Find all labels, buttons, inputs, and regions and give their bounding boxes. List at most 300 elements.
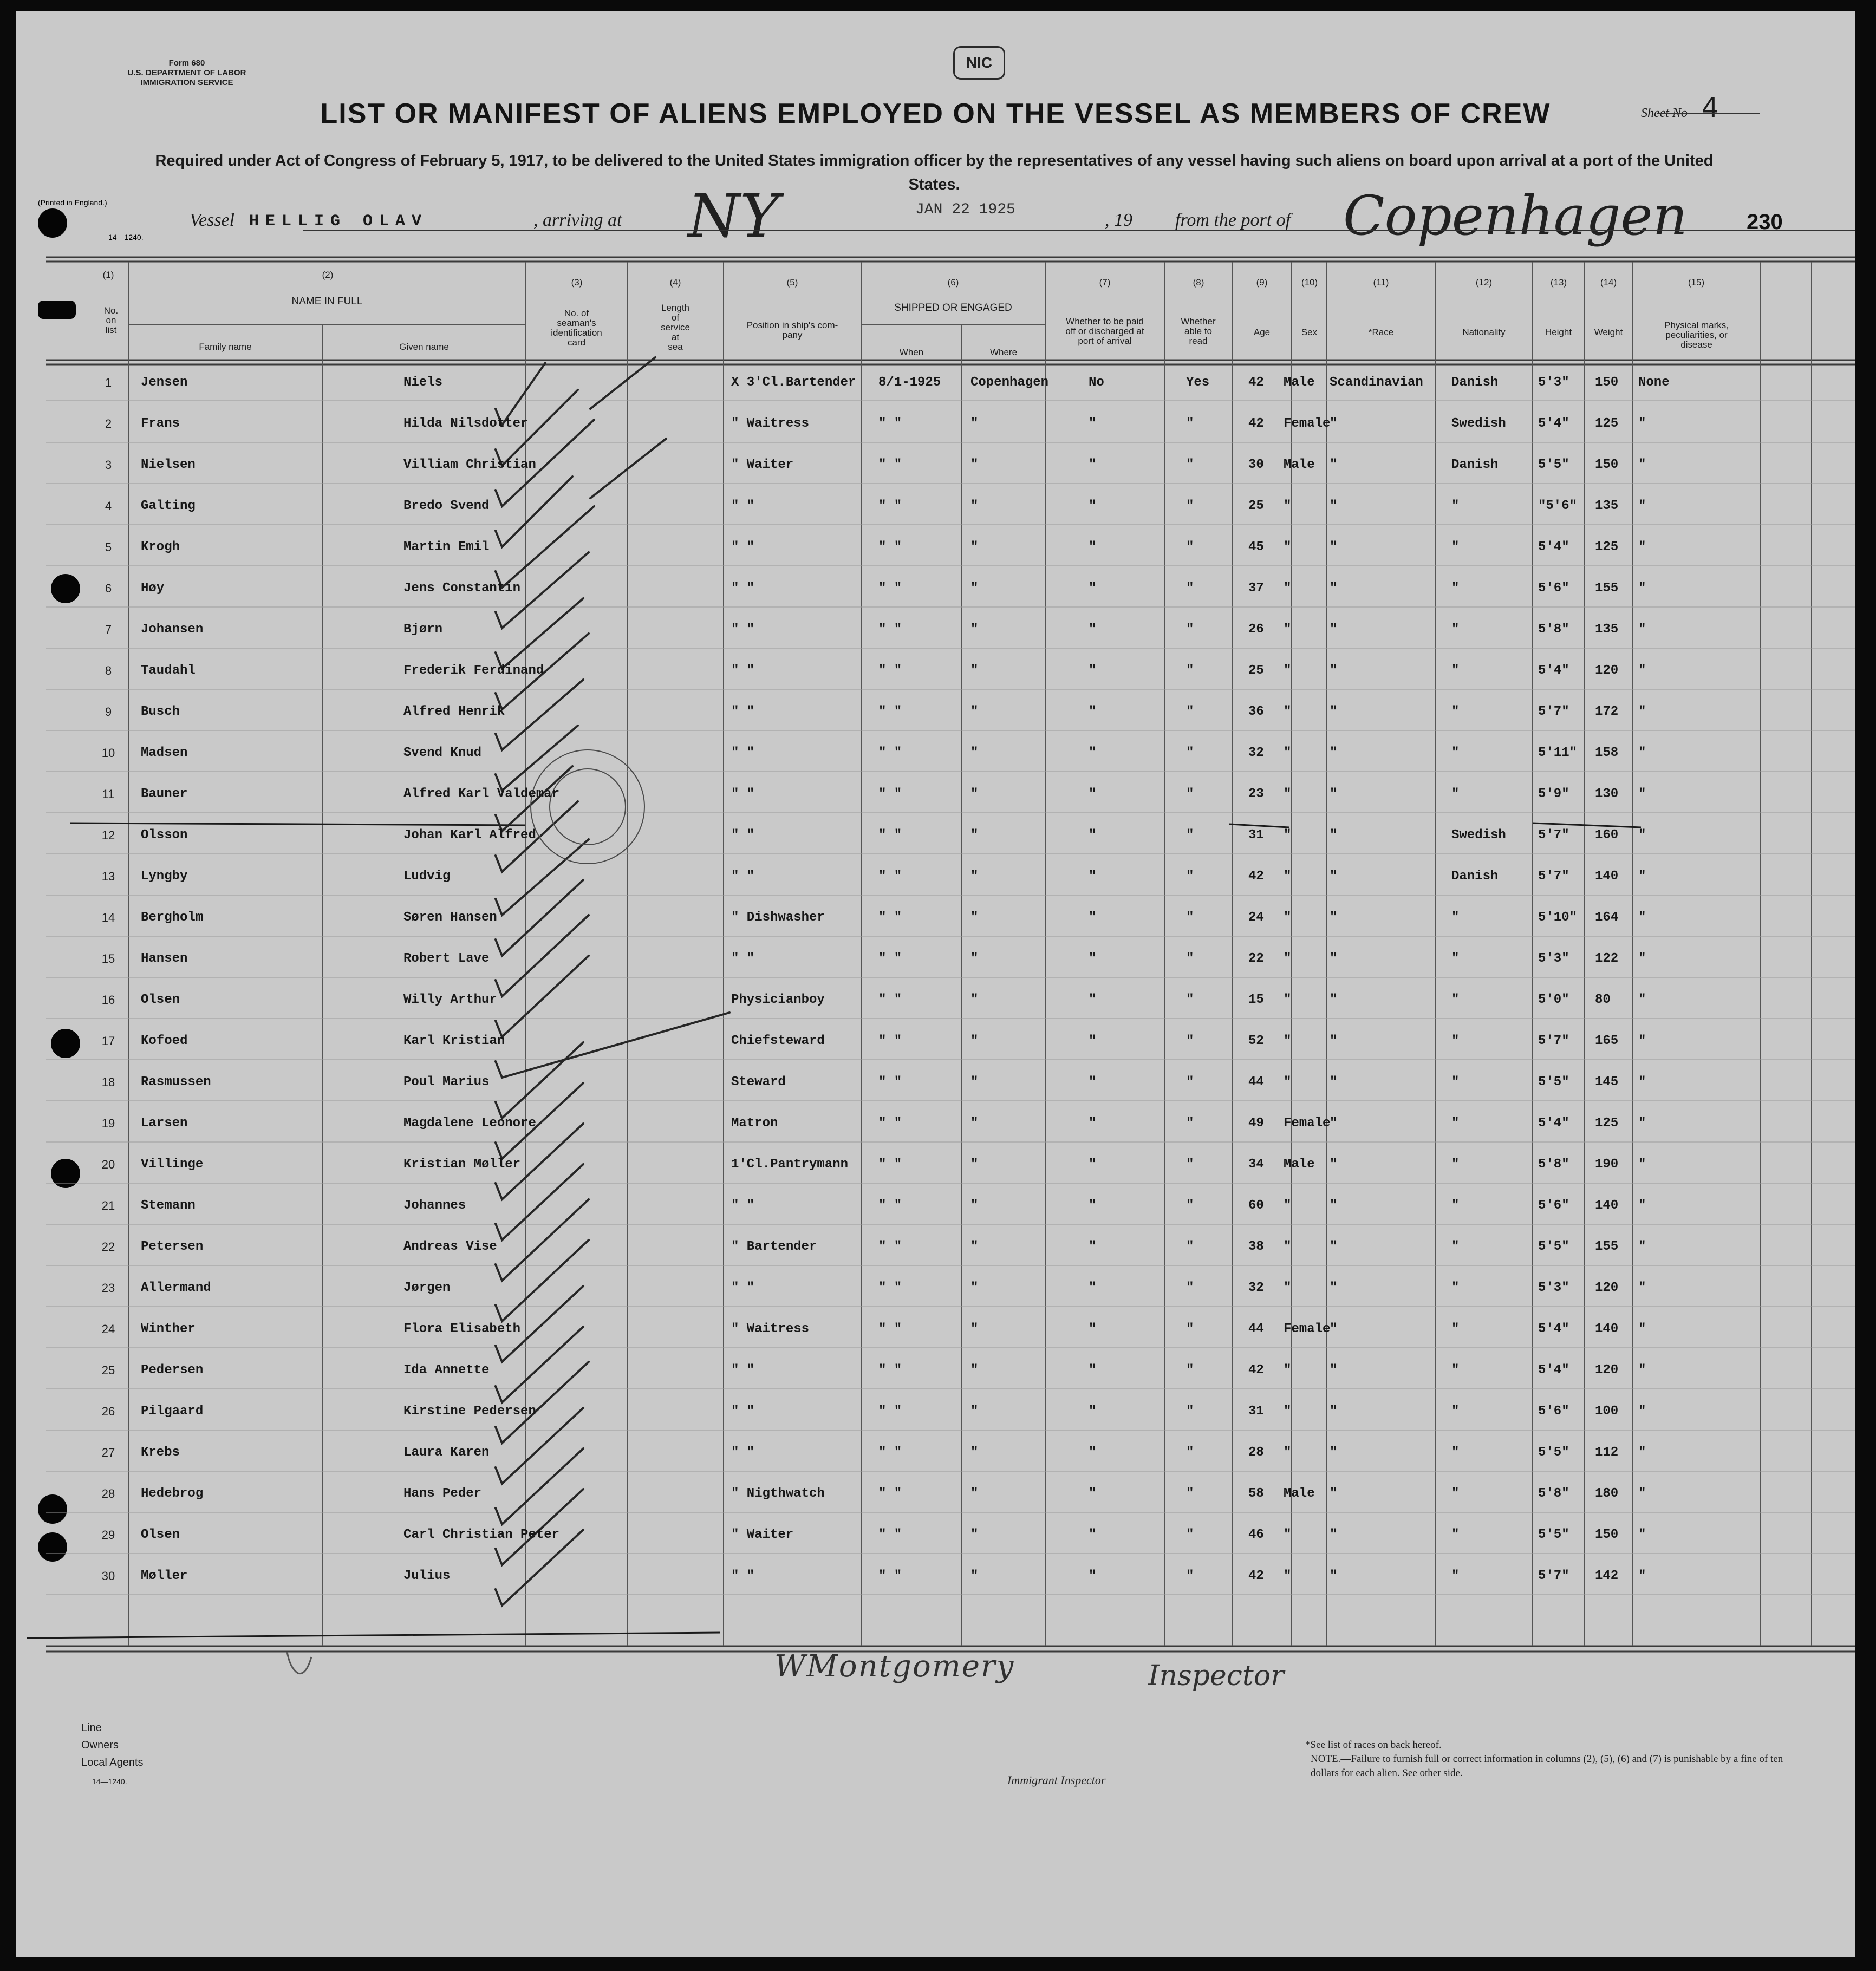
able-to-read-cell: " (1186, 1569, 1194, 1583)
position-cell: Chiefsteward (731, 1034, 825, 1048)
shipped-when-cell: " " (878, 458, 902, 472)
physical-marks-cell: " (1638, 1034, 1646, 1048)
sex-cell: " (1284, 1528, 1292, 1542)
race-cell: " (1330, 869, 1338, 884)
height-cell: 5'3" (1538, 1281, 1569, 1295)
race-cell: " (1330, 746, 1338, 760)
paid-off-cell: " (1089, 1322, 1097, 1336)
col-6-num: (6) (947, 277, 959, 288)
row-number: 20 (101, 1158, 115, 1171)
weight-cell: 145 (1595, 1075, 1619, 1089)
age-cell: 25 (1248, 499, 1264, 513)
race-cell: " (1330, 1157, 1338, 1172)
physical-marks-cell: " (1638, 1528, 1646, 1542)
vessel-label: Vessel (190, 210, 235, 230)
paid-off-cell: " (1089, 746, 1097, 760)
given-name-cell: Carl Christian Peter (403, 1528, 560, 1542)
family-name-cell: Krebs (141, 1445, 180, 1460)
sex-cell: " (1284, 499, 1292, 513)
row-number: 26 (101, 1405, 115, 1418)
position-cell: " " (731, 1404, 755, 1419)
height-cell: 5'11" (1538, 746, 1578, 760)
position-cell: " " (731, 1363, 755, 1378)
height-cell: 5'9" (1538, 787, 1569, 801)
sex-cell: " (1284, 581, 1292, 596)
sex-cell: " (1284, 910, 1292, 925)
nationality-cell: " (1451, 910, 1460, 925)
race-cell: " (1330, 828, 1338, 843)
col-9-num: (9) (1256, 277, 1268, 288)
weight-cell: 180 (1595, 1486, 1619, 1501)
race-cell: " (1330, 1569, 1338, 1583)
physical-marks-cell: " (1638, 1322, 1646, 1336)
family-name-cell: Bauner (141, 787, 188, 801)
race-cell: " (1330, 663, 1338, 678)
weight-cell: 150 (1595, 458, 1619, 472)
able-to-read-cell: " (1186, 787, 1194, 801)
weight-cell: 135 (1595, 499, 1619, 513)
physical-marks-cell: " (1638, 1569, 1646, 1583)
shipped-where-cell: " (970, 1157, 979, 1172)
height-cell: 5'7" (1538, 704, 1569, 719)
sex-cell: Male (1284, 458, 1315, 472)
paid-off-cell: " (1089, 1569, 1097, 1583)
col-4-head: Length of service at sea (661, 303, 690, 352)
department: U.S. DEPARTMENT OF LABOR (127, 68, 246, 77)
nationality-cell: " (1451, 951, 1460, 966)
age-cell: 26 (1248, 622, 1264, 637)
given-name-cell: Jens Constantin (403, 581, 521, 596)
physical-marks-cell: " (1638, 416, 1646, 431)
nationality-cell: Danish (1451, 375, 1499, 390)
sex-cell: " (1284, 663, 1292, 678)
shipped-where-cell: " (970, 1528, 979, 1542)
arrival-port: NY (688, 181, 779, 251)
weight-cell: 164 (1595, 910, 1619, 925)
row-number: 21 (101, 1199, 115, 1212)
age-cell: 42 (1248, 1363, 1264, 1378)
paid-off-cell: " (1089, 1075, 1097, 1089)
able-to-read-cell: " (1186, 993, 1194, 1007)
shipped-when-cell: " " (878, 1404, 902, 1419)
given-name-cell: Laura Karen (403, 1445, 490, 1460)
race-cell: " (1330, 704, 1338, 719)
shipped-when-cell: " " (878, 1363, 902, 1378)
able-to-read-cell: " (1186, 581, 1194, 596)
col-2-num: (2) (322, 270, 334, 280)
row-number: 28 (101, 1487, 115, 1500)
sex-cell: Female (1284, 1116, 1331, 1131)
race-cell: " (1330, 910, 1338, 925)
given-name-cell: Alfred Henrik (403, 704, 505, 719)
able-to-read-cell: " (1186, 540, 1194, 554)
family-name-cell: Petersen (141, 1239, 204, 1254)
family-name-cell: Stemann (141, 1198, 196, 1213)
shipped-when-cell: " " (878, 581, 902, 596)
shipped-when-cell: " " (878, 1486, 902, 1501)
shipped-when-cell: " " (878, 622, 902, 637)
arrival-date: JAN 22 1925 (915, 201, 1015, 218)
shipped-when-cell: " " (878, 1281, 902, 1295)
physical-marks-cell: " (1638, 1445, 1646, 1460)
position-cell: " Waiter (731, 1528, 794, 1542)
able-to-read-cell: " (1186, 1157, 1194, 1172)
height-cell: 5'0" (1538, 993, 1569, 1007)
row-number: 19 (101, 1117, 115, 1130)
weight-cell: 100 (1595, 1404, 1619, 1419)
given-name-cell: Svend Knud (403, 746, 482, 760)
sex-cell: " (1284, 869, 1292, 884)
col-12-num: (12) (1475, 277, 1493, 288)
year-label: , 19 (1105, 210, 1132, 230)
col-4-num: (4) (669, 277, 681, 288)
race-cell: " (1330, 499, 1338, 513)
shipped-when-cell: " " (878, 1034, 902, 1048)
shipped-when-cell: " " (878, 828, 902, 843)
height-cell: 5'4" (1538, 1116, 1569, 1131)
family-name-cell: Rasmussen (141, 1075, 211, 1089)
age-cell: 42 (1248, 375, 1264, 390)
position-cell: " " (731, 663, 755, 678)
sex-cell: " (1284, 704, 1292, 719)
shipped-where-cell: " (970, 1486, 979, 1501)
paid-off-cell: " (1089, 1281, 1097, 1295)
family-name-cell: Olsson (141, 828, 188, 843)
physical-marks-cell: " (1638, 1239, 1646, 1254)
row-number: 23 (101, 1281, 115, 1295)
position-cell: " Nigthwatch (731, 1486, 825, 1501)
arriving-label: , arriving at (533, 210, 622, 230)
shipped-where-cell: " (970, 1281, 979, 1295)
position-cell: " " (731, 869, 755, 884)
race-cell: " (1330, 581, 1338, 596)
given-name-cell: Ida Annette (403, 1363, 490, 1378)
family-name-cell: Frans (141, 416, 180, 431)
position-cell: 1'Cl.Pantrymann (731, 1157, 849, 1172)
paid-off-cell: " (1089, 1116, 1097, 1131)
given-name-cell: Johannes (403, 1198, 466, 1213)
nationality-cell: " (1451, 787, 1460, 801)
departure-port: Copenhagen (1343, 184, 1688, 247)
able-to-read-cell: " (1186, 1075, 1194, 1089)
weight-cell: 140 (1595, 1198, 1619, 1213)
sex-cell: Female (1284, 1322, 1331, 1336)
age-cell: 58 (1248, 1486, 1264, 1501)
row-number: 1 (105, 376, 112, 389)
col-2a-head: Family name (199, 342, 252, 352)
given-name-cell: Kirstine Pedersen (403, 1404, 536, 1419)
able-to-read-cell: " (1186, 1404, 1194, 1419)
inspector-signature: WMontgomery (774, 1649, 1015, 1684)
position-cell: " Bartender (731, 1239, 817, 1254)
race-cell: " (1330, 1034, 1338, 1048)
able-to-read-cell: " (1186, 828, 1194, 843)
able-to-read-cell: " (1186, 1198, 1194, 1213)
shipped-where-cell: " (970, 704, 979, 719)
row-number: 2 (105, 417, 112, 430)
given-name-cell: Andreas Vise (403, 1239, 497, 1254)
position-cell: " " (731, 951, 755, 966)
age-cell: 31 (1248, 828, 1264, 843)
shipped-where-cell: " (970, 416, 979, 431)
shipped-when-cell: " " (878, 416, 902, 431)
able-to-read-cell: " (1186, 458, 1194, 472)
sex-cell: " (1284, 1363, 1292, 1378)
age-cell: 25 (1248, 663, 1264, 678)
position-cell: " " (731, 499, 755, 513)
weight-cell: 140 (1595, 869, 1619, 884)
physical-marks-cell: " (1638, 910, 1646, 925)
age-cell: 36 (1248, 704, 1264, 719)
printed-in: (Printed in England.) (38, 198, 107, 207)
immigrant-inspector-label: Immigrant Inspector (1007, 1773, 1106, 1787)
row-number: 25 (101, 1363, 115, 1377)
able-to-read-cell: " (1186, 704, 1194, 719)
row-number: 9 (105, 705, 112, 719)
shipped-when-cell: " " (878, 787, 902, 801)
sex-cell: " (1284, 993, 1292, 1007)
given-name-cell: Niels (403, 375, 443, 390)
race-cell: " (1330, 416, 1338, 431)
given-name-cell: Bjørn (403, 622, 443, 637)
physical-marks-cell: " (1638, 663, 1646, 678)
able-to-read-cell: " (1186, 951, 1194, 966)
col-1-num: (1) (102, 270, 114, 280)
position-cell: " " (731, 746, 755, 760)
shipped-when-cell: " " (878, 663, 902, 678)
given-name-cell: Karl Kristian (403, 1034, 505, 1048)
race-cell: " (1330, 1486, 1338, 1501)
shipped-where-cell: " (970, 1569, 979, 1583)
height-cell: 5'10" (1538, 910, 1578, 925)
able-to-read-cell: " (1186, 1528, 1194, 1542)
paid-off-cell: " (1089, 540, 1097, 554)
family-name-cell: Hansen (141, 951, 188, 966)
race-cell: " (1330, 1116, 1338, 1131)
height-cell: 5'7" (1538, 1034, 1569, 1048)
shipped-when-cell: " " (878, 1528, 902, 1542)
paid-off-cell: " (1089, 1404, 1097, 1419)
service: IMMIGRATION SERVICE (140, 78, 233, 87)
row-number: 30 (101, 1569, 115, 1583)
able-to-read-cell: " (1186, 1363, 1194, 1378)
shipped-where-cell: " (970, 581, 979, 596)
able-to-read-cell: " (1186, 1322, 1194, 1336)
shipped-when-cell: " " (878, 1445, 902, 1460)
shipped-where-cell: " (970, 1363, 979, 1378)
age-cell: 38 (1248, 1239, 1264, 1254)
able-to-read-cell: " (1186, 499, 1194, 513)
shipped-when-cell: " " (878, 540, 902, 554)
age-cell: 23 (1248, 787, 1264, 801)
age-cell: 42 (1248, 416, 1264, 431)
nationality-cell: " (1451, 1322, 1460, 1336)
height-cell: 5'4" (1538, 1363, 1569, 1378)
weight-cell: 120 (1595, 1281, 1619, 1295)
sex-cell: " (1284, 1075, 1292, 1089)
col-15-num: (15) (1688, 277, 1705, 288)
footer-form-code: 14—1240. (92, 1777, 127, 1786)
footer-owners-label: Owners (81, 1739, 119, 1751)
given-name-cell: Poul Marius (403, 1075, 490, 1089)
race-cell: " (1330, 458, 1338, 472)
age-cell: 45 (1248, 540, 1264, 554)
page-number: 230 (1747, 210, 1783, 234)
position-cell: Physicianboy (731, 993, 825, 1007)
shipped-where-cell: " (970, 1322, 979, 1336)
family-name-cell: Taudahl (141, 663, 196, 678)
shipped-when-cell: " " (878, 499, 902, 513)
col-6b-head: Where (989, 347, 1018, 357)
given-name-cell: Jørgen (403, 1281, 451, 1295)
family-name-cell: Madsen (141, 746, 188, 760)
age-cell: 42 (1248, 869, 1264, 884)
shipped-when-cell: " " (878, 1569, 902, 1583)
height-cell: 5'3" (1538, 375, 1569, 390)
given-name-cell: Johan Karl Alfred (403, 828, 536, 843)
col-13-head: Height (1545, 327, 1572, 337)
given-name-cell: Søren Hansen (403, 910, 497, 925)
given-name-cell: Flora Elisabeth (403, 1322, 521, 1336)
shipped-where-cell: " (970, 746, 979, 760)
col-5-num: (5) (786, 277, 798, 288)
sheet-label: Sheet No (1641, 106, 1688, 120)
row-number: 4 (105, 499, 112, 513)
penalty-note: NOTE.—Failure to furnish full or correct information in columns (2), (5), (6) and (7) is punishable by a fine of ten dollars for each alien. See other side. (1311, 1753, 1783, 1779)
given-name-cell: Magdalene Leonore (403, 1116, 536, 1131)
shipped-where-cell: " (970, 787, 979, 801)
physical-marks-cell: " (1638, 746, 1646, 760)
col-11-head: *Race (1368, 327, 1394, 337)
sex-cell: " (1284, 1198, 1292, 1213)
col-5-head: Position in ship's com- pany (746, 320, 838, 340)
paid-off-cell: " (1089, 1363, 1097, 1378)
age-cell: 15 (1248, 993, 1264, 1007)
race-cell: " (1330, 1363, 1338, 1378)
given-name-cell: Bredo Svend (403, 499, 490, 513)
physical-marks-cell: " (1638, 1198, 1646, 1213)
nationality-cell: " (1451, 1034, 1460, 1048)
sex-cell: " (1284, 828, 1292, 843)
physical-marks-cell: " (1638, 581, 1646, 596)
age-cell: 44 (1248, 1322, 1264, 1336)
shipped-when-cell: " " (878, 1322, 902, 1336)
given-name-cell: Hilda Nilsdotter (403, 416, 529, 431)
paid-off-cell: " (1089, 1445, 1097, 1460)
col-14-num: (14) (1600, 277, 1617, 288)
nationality-cell: " (1451, 1239, 1460, 1254)
nic-stamp: NIC (953, 46, 1005, 80)
nationality-cell: " (1451, 1363, 1460, 1378)
family-name-cell: Larsen (141, 1116, 188, 1131)
sex-cell: " (1284, 951, 1292, 966)
position-cell: " " (731, 1445, 755, 1460)
able-to-read-cell: " (1186, 1239, 1194, 1254)
race-cell: " (1330, 787, 1338, 801)
shipped-where-cell: " (970, 458, 979, 472)
paid-off-cell: " (1089, 416, 1097, 431)
weight-cell: 160 (1595, 828, 1619, 843)
shipped-when-cell: " " (878, 704, 902, 719)
age-cell: 46 (1248, 1528, 1264, 1542)
height-cell: 5'5" (1538, 458, 1569, 472)
weight-cell: 135 (1595, 622, 1619, 637)
given-name-cell: Robert Lave (403, 951, 490, 966)
age-cell: 52 (1248, 1034, 1264, 1048)
col-7-head: Whether to be paid off or discharged at port of arrival (1065, 316, 1144, 346)
row-number: 12 (101, 828, 115, 842)
given-name-cell: Martin Emil (403, 540, 490, 554)
page-title: LIST OR MANIFEST OF ALIENS EMPLOYED ON THE VESSEL AS MEMBERS OF CREW (320, 98, 1551, 129)
weight-cell: 125 (1595, 540, 1619, 554)
shipped-where-cell: " (970, 869, 979, 884)
paid-off-cell: No (1089, 375, 1104, 390)
nationality-cell: " (1451, 622, 1460, 637)
physical-marks-cell: " (1638, 540, 1646, 554)
given-name-cell: Frederik Ferdinand (403, 663, 544, 678)
height-cell: 5'8" (1538, 622, 1569, 637)
family-name-cell: Busch (141, 704, 180, 719)
shipped-when-cell: " " (878, 951, 902, 966)
given-name-cell: Villiam Christian (403, 458, 536, 472)
race-cell: " (1330, 1239, 1338, 1254)
able-to-read-cell: " (1186, 1034, 1194, 1048)
col-15-head: Physical marks, peculiarities, or disease (1664, 320, 1729, 350)
nationality-cell: " (1451, 1198, 1460, 1213)
shipped-when-cell: " " (878, 1198, 902, 1213)
shipped-when-cell: " " (878, 993, 902, 1007)
age-cell: 42 (1248, 1569, 1264, 1583)
height-cell: 5'3" (1538, 951, 1569, 966)
physical-marks-cell: " (1638, 787, 1646, 801)
row-number: 27 (101, 1446, 115, 1459)
shipped-where-cell: " (970, 1034, 979, 1048)
able-to-read-cell: " (1186, 1281, 1194, 1295)
physical-marks-cell: " (1638, 951, 1646, 966)
shipped-when-cell: " " (878, 1075, 902, 1089)
physical-marks-cell: " (1638, 828, 1646, 843)
height-cell: 5'8" (1538, 1486, 1569, 1501)
inspector-handwritten: Inspector (1148, 1660, 1284, 1692)
shipped-when-cell: " " (878, 869, 902, 884)
height-cell: 5'4" (1538, 540, 1569, 554)
able-to-read-cell: " (1186, 1486, 1194, 1501)
position-cell: Steward (731, 1075, 786, 1089)
weight-cell: 125 (1595, 416, 1619, 431)
given-name-cell: Julius (403, 1569, 451, 1583)
row-number: 15 (101, 952, 115, 965)
row-number: 16 (101, 993, 115, 1007)
position-cell: " " (731, 704, 755, 719)
race-cell: " (1330, 1404, 1338, 1419)
height-cell: 5'5" (1538, 1075, 1569, 1089)
able-to-read-cell: " (1186, 910, 1194, 925)
height-cell: 5'6" (1538, 1198, 1569, 1213)
nationality-cell: " (1451, 1404, 1460, 1419)
physical-marks-cell: " (1638, 1486, 1646, 1501)
paid-off-cell: " (1089, 869, 1097, 884)
physical-marks-cell: None (1638, 375, 1670, 390)
col-12-head: Nationality (1462, 327, 1506, 337)
col-2b-head: Given name (399, 342, 449, 352)
shipped-when-cell: " " (878, 746, 902, 760)
row-number: 5 (105, 540, 112, 554)
position-cell: X 3'Cl.Bartender (731, 375, 856, 390)
sex-cell: " (1284, 1445, 1292, 1460)
height-cell: 5'4" (1538, 416, 1569, 431)
physical-marks-cell: " (1638, 1075, 1646, 1089)
shipped-where-cell: " (970, 622, 979, 637)
